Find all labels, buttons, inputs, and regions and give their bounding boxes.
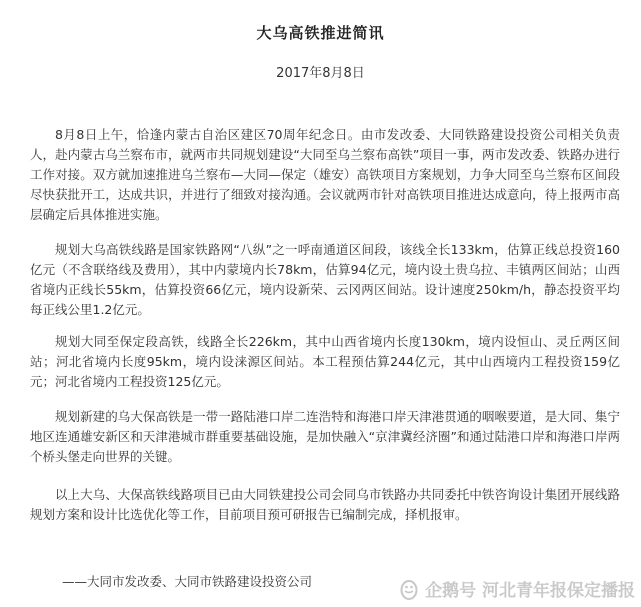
penguin-logo-icon — [399, 578, 419, 600]
document-title: 大乌高铁推进简讯 — [256, 24, 385, 42]
watermark — [399, 576, 635, 601]
paragraph-dawu-line: 规划大乌高铁线路是国家铁路网“八纵”之一呼南通道区间段，该线全长133km，估算正线总投资160亿元（不含联络线及费用），其中内蒙境内长78km，估算94亿元，境内设土贵乌拉、丰镇两区间站；山西省境内正线长55km，估算投资66亿元，境内设新荣、云冈两区间站。设计速度250km/h，静态投资平均每正线公里1.2亿元。 — [30, 242, 620, 317]
paragraph-significance: 规划新建的乌大保高铁是一带一路陆港口岸二连浩特和海港口岸天津港贯通的咽喉要道，是大同、集宁地区连通雄安新区和天津港城市群重要基础设施，是加快融入“京津冀经济圈”和通过陆港口岸和海港口岸两个桥头堡走向世界的关键。 — [30, 409, 620, 464]
paragraph-meeting: 8月8日上午，恰逢内蒙古自治区建区70周年纪念日。由市发改委、大同铁路建设投资公司相关负责人，赴内蒙古乌兰察布市，就两市共同规划建设“大同至乌兰察布高铁”项目一事，两市发改委、铁路办进行工作对接。双方就加速推进乌兰察布—大同—保定（雄安）高铁项目方案规划，力争大同至乌兰察布区间段尽快获批开工，达成共识，并进行了细致对接沟通。会议就两市针对高铁项目推进达成意向，待上报两市高层确定后具体推进实施。 — [30, 127, 620, 222]
paragraph-progress: 以上大乌、大保高铁线路项目已由大同铁建投公司会同乌市铁路办共同委托中铁咨询设计集团开展线路规划方案和设计比选优化等工作，目前项目预可研报告已编制完成，择机报审。 — [30, 487, 620, 522]
document-date: 2017年8月8日 — [276, 66, 365, 81]
watermark-text: 企鹅号 河北青年报保定播报 — [425, 581, 635, 601]
paragraph-datong-baoding: 规划大同至保定段高铁，线路全长226km，其中山西省境内长度130km，境内设恒山、灵丘两区间站；河北省境内长度95km，境内设涞源区间站。本工程预估算244亿元，其中山西境内工程投资159亿元；河北省境内工程投资125亿元。 — [30, 334, 620, 389]
document-signature: ——大同市发改委、大同市铁路建设投资公司 — [62, 574, 313, 589]
